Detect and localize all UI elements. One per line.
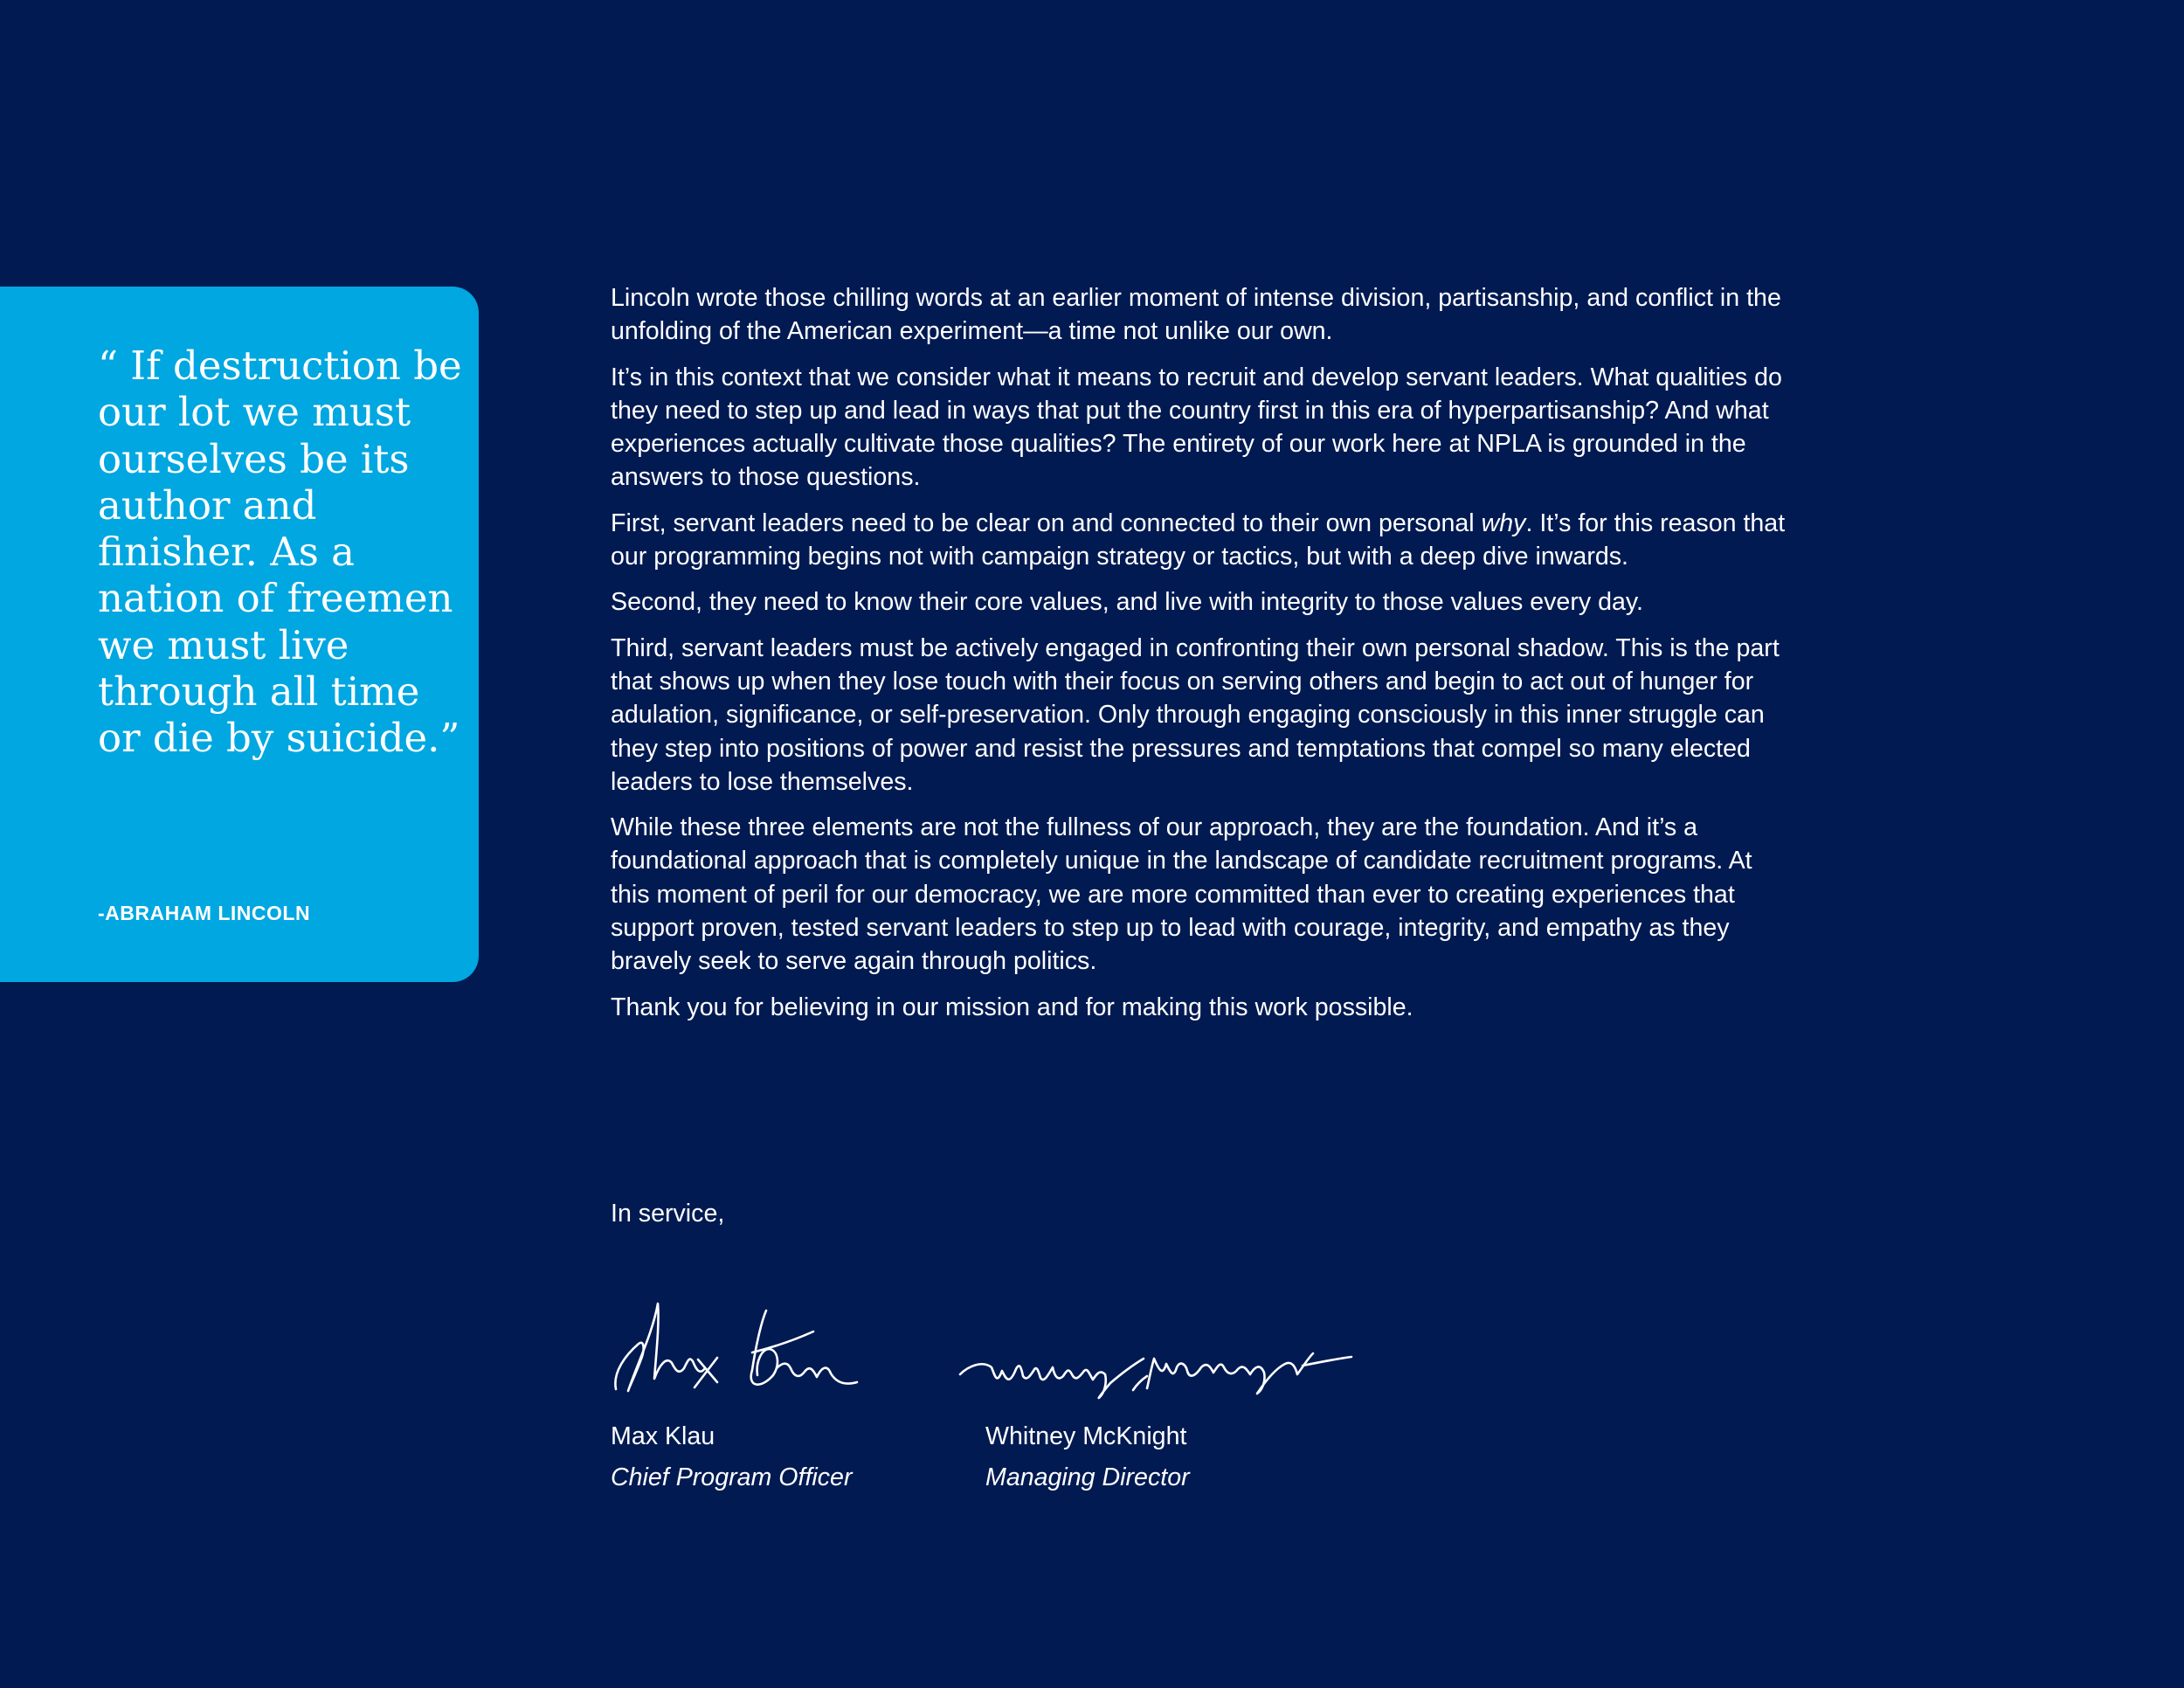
paragraph-text: First, servant leaders need to be clear on and connected to their own personal bbox=[611, 508, 1482, 537]
signer-name-whitney: Whitney McKnight bbox=[985, 1422, 1187, 1450]
letter-paragraph: Lincoln wrote those chilling words at an earlier moment of intense division, partisanship, and conflict in the unfolding of the American experiment—a time not unlike our own. bbox=[611, 284, 1781, 346]
letter-paragraph: Third, servant leaders must be actively engaged in confronting their own personal shadow. This is the part that shows up when they lose touch with their focus on serving others and begin to act out of hunger for adulation, significance, or self-preservation. Only through engaging consciously in this inner struggle can they step into positions of power and resist the pressures and temptations that compel so many elected leaders to lose themselves. bbox=[611, 633, 1780, 796]
signer-title-whitney: Managing Director bbox=[985, 1463, 1190, 1491]
letter-paragraph: Thank you for believing in our mission and for making this work possible. bbox=[611, 993, 1413, 1021]
quote-text: “ If destruction be our lot we must ourselves be its author and finisher. As a nation of freemen we must live through all time or die by suicide.” bbox=[98, 342, 462, 762]
letter-paragraph bbox=[611, 507, 1786, 574]
whitney-mcknight-signature bbox=[957, 1332, 1358, 1402]
signer-name-max: Max Klau bbox=[611, 1422, 715, 1450]
letter-paragraph: It’s in this context that we consider what it means to recruit and develop servant leaders. What qualities do they need to step up and lead in ways that put the country first in this era of hyperpartisanship? And what experiences actually cultivate those qualities? The entirety of our work here at NPLA is grounded in the answers to those questions. bbox=[611, 363, 1782, 492]
emphasis-text: why bbox=[1481, 508, 1526, 537]
letter-paragraph: Second, they need to know their core values, and live with integrity to those values every day. bbox=[611, 588, 1644, 617]
signer-title-max: Chief Program Officer bbox=[611, 1463, 853, 1491]
closing-salutation: In service, bbox=[611, 1200, 725, 1228]
paragraph-text: . It’s for this reason that our programming begins not with campaign strategy or tactics, but with a deep dive inwards. bbox=[611, 508, 1786, 571]
quote-card bbox=[0, 287, 479, 982]
letter-body bbox=[611, 281, 1786, 1036]
quote-attribution: -ABRAHAM LINCOLN bbox=[98, 902, 311, 924]
max-klau-signature bbox=[607, 1291, 878, 1405]
letter-paragraph: While these three elements are not the fullness of our approach, they are the foundation. And it’s a foundational approach that is completely unique in the landscape of candidate recruitment programs. At this moment of peril for our democracy, we are more committed than ever to creating experiences that support proven, tested servant leaders to step up to lead with courage, integrity, and empathy as they bravely seek to serve again through politics. bbox=[611, 813, 1752, 976]
